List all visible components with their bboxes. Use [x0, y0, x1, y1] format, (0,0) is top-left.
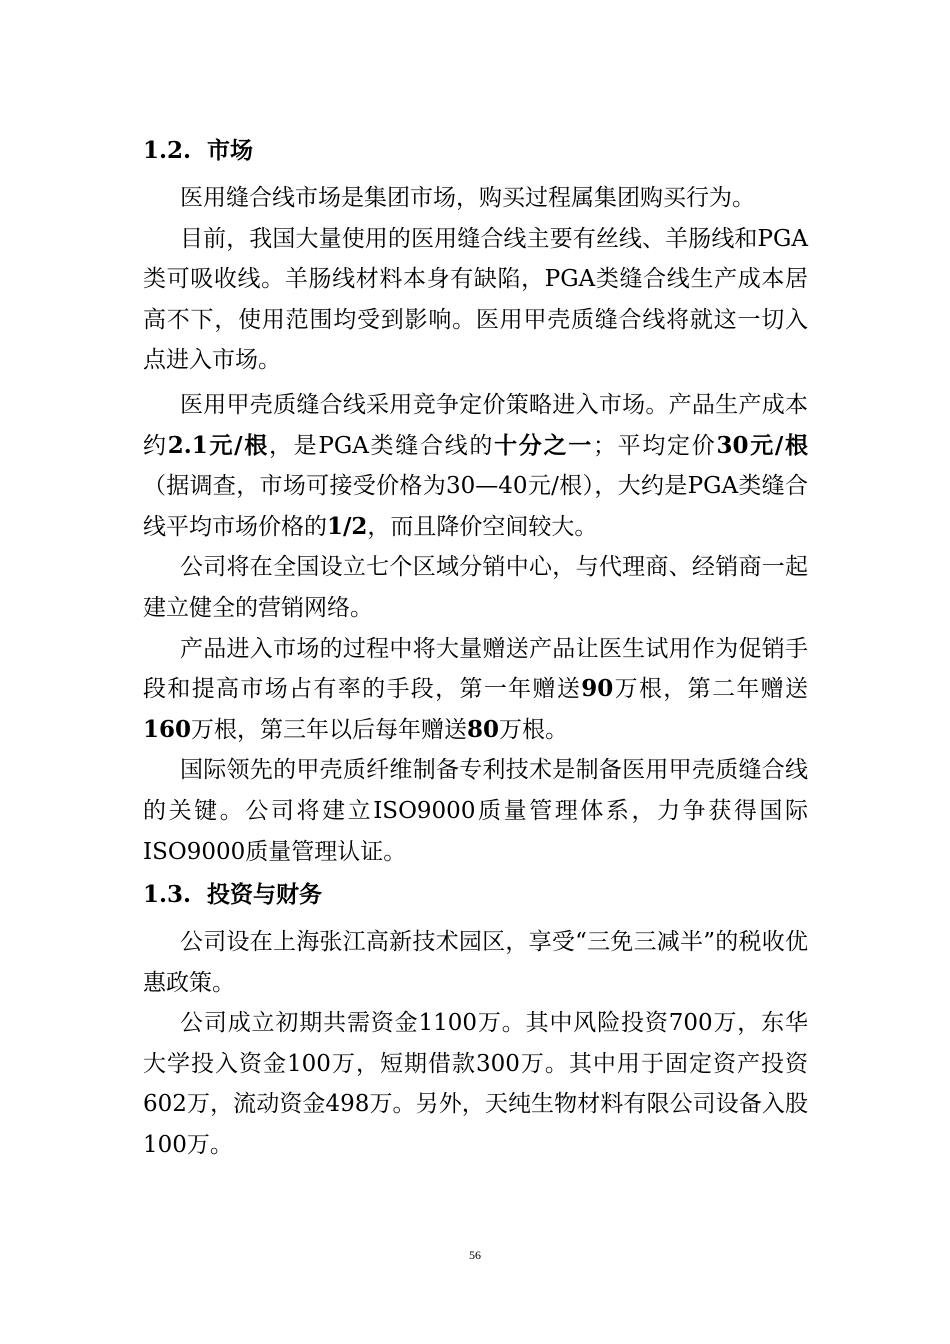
- text-run: 万根。: [499, 716, 569, 743]
- bold-cost-per-unit: 2.1元/根: [167, 431, 269, 459]
- text-run: 万根，第三年以后每年赠送: [191, 716, 468, 743]
- bold-average-price: 30元/根: [716, 431, 809, 459]
- page-body: [143, 128, 808, 1166]
- text-run: ，而且降价空间较大。: [367, 513, 598, 540]
- bold-year2-amount: 160: [143, 715, 192, 743]
- paragraph-technology: 国际领先的甲壳质纤维制备专利技术是制备医用甲壳质缝合线的关键。公司将建立ISO9000质量管理体系，力争获得国际ISO9000质量管理认证。: [143, 757, 808, 865]
- section-number: 1.3.: [143, 881, 192, 909]
- paragraph-current-sutures: 目前，我国大量使用的医用缝合线主要有丝线、羊肠线和PGA类可吸收线。羊肠线材料本身有缺陷，PGA类缝合线生产成本居高不下，使用范围均受到影响。医用甲壳质缝合线将就这一切入点进入市场。: [143, 225, 808, 374]
- text-run: 医用甲壳质缝合线采用竞争定价策略进入市场。产品生产成本约: [143, 391, 808, 459]
- bold-year1-amount: 90: [581, 675, 614, 703]
- text-run: （据调查，市场可接受价格为30—40元/根），大约是PGA类缝合线平均市场价格的: [143, 473, 808, 540]
- bold-one-tenth: 十分之一: [494, 431, 593, 459]
- text-run: ，是PGA类缝合线的: [268, 432, 495, 459]
- paragraph-location: 公司设在上海张江高新技术园区，享受“三免三减半”的税收优惠政策。: [143, 929, 808, 996]
- section-title: 投资与财务: [207, 881, 323, 909]
- bold-year3-amount: 80: [467, 715, 500, 743]
- text-run: 万根，第二年赠送: [613, 676, 809, 703]
- page-number: 56: [469, 1248, 481, 1262]
- section-heading-investment: [143, 872, 808, 918]
- bold-half: 1/2: [327, 512, 368, 540]
- text-run: ；平均定价: [592, 432, 717, 459]
- paragraph-promotion: [143, 629, 808, 751]
- section-heading-market: [143, 128, 808, 174]
- paragraph-distribution: 公司将在全国设立七个区域分销中心，与代理商、经销商一起建立健全的营销网络。: [143, 554, 808, 621]
- paragraph-pricing-strategy: [143, 385, 808, 547]
- section-number: 1.2.: [143, 137, 192, 164]
- section-title: 市场: [207, 137, 254, 164]
- text-run: 产品进入市场的过程中将大量赠送产品让医生试用作为促销手段和提高市场占有率的手段，第一年赠送: [143, 635, 808, 703]
- paragraph-market-intro: 医用缝合线市场是集团市场，购买过程属集团购买行为。: [180, 185, 755, 211]
- paragraph-funding: 公司成立初期共需资金1100万。其中风险投资700万，东华大学投入资金100万，短期借款300万。其中用于固定资产投资602万，流动资金498万。另外，天纯生物材料有限公司设备入股100万。: [143, 1010, 808, 1159]
